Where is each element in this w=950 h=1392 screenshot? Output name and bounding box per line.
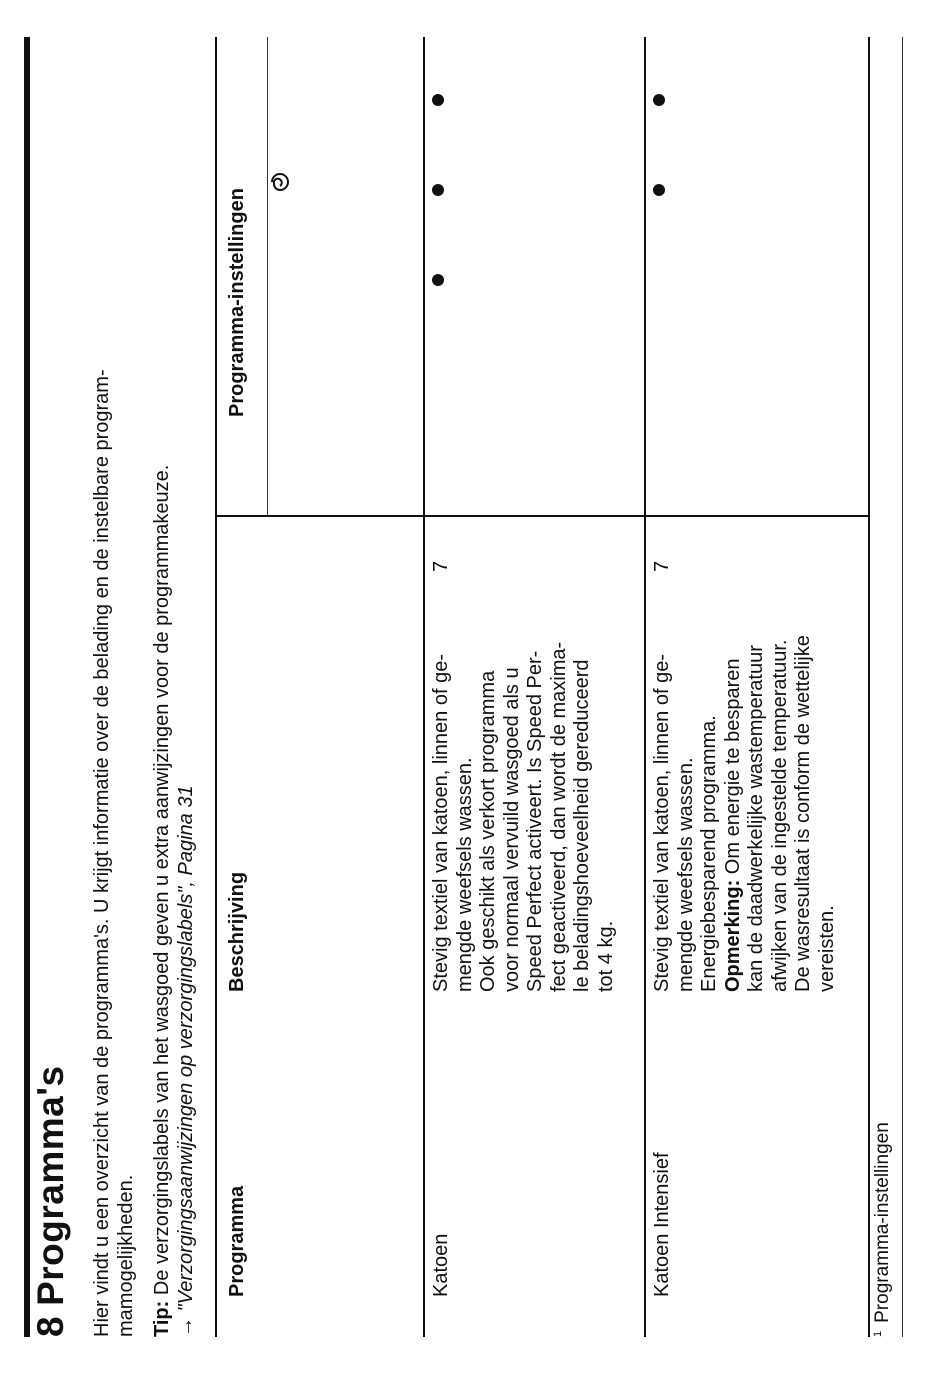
tip-text: De verzorgingslabels van het wasgoed geven u extra aanwijzingen voor de programmakeuze. xyxy=(151,464,173,1301)
row-2-desc-line: Energiebesparend programma. xyxy=(698,715,720,992)
row-2-note-text: Om energie te besparen xyxy=(721,658,744,880)
row-1-setting-dot xyxy=(432,184,444,196)
spin-speed-icon xyxy=(268,170,292,194)
tip-reference-link[interactable]: "Verzorgingsaanwijzingen op verzorgingslabels" xyxy=(175,886,197,1312)
row-2-programma: Katoen Intensief xyxy=(651,1152,673,1297)
row-1-setting-dot xyxy=(432,94,444,106)
row-2-load: 7 xyxy=(651,560,673,572)
row-2-setting-dot xyxy=(653,94,665,106)
tip-label: Tip: xyxy=(151,1300,173,1337)
row-1-description xyxy=(430,642,618,992)
header-programma-instellingen: Programma-instellingen xyxy=(226,188,248,417)
row-1-desc-line: voor normaal vervuild wasgoed als u xyxy=(500,667,523,992)
intro-paragraph xyxy=(90,37,138,1337)
table-bottom-rule xyxy=(868,37,870,1337)
row-1-programma: Katoen xyxy=(430,1233,452,1297)
row-2-setting-dot xyxy=(653,184,665,196)
footnote xyxy=(872,1122,894,1337)
row-2-desc-line: kan de daadwerkelijke wastemperatuur xyxy=(745,645,767,992)
row-2-desc-line: vereisten. xyxy=(815,905,838,992)
tip-page: , Pagina 31 xyxy=(175,785,197,887)
header-beschrijving: Beschrijving xyxy=(226,871,248,992)
row-1-desc-line: le beladingshoeveelheid gereduceerd xyxy=(571,659,593,992)
row-1-desc-line: mengde weefsels wassen. xyxy=(453,757,476,992)
row-rule-1 xyxy=(423,37,425,1337)
header-programma: Programma xyxy=(226,1185,248,1297)
row-2-desc-line: De wasresultaat is conform de wettelijke xyxy=(792,635,814,992)
row-2-desc-line: mengde weefsels wassen. xyxy=(674,757,697,992)
settings-column-divider xyxy=(215,515,868,517)
section-title: Programma's xyxy=(30,1065,71,1306)
section-number: 8 xyxy=(30,1315,71,1337)
intro-line-2: mamogelijkheden. xyxy=(115,1174,137,1337)
arrow-icon: → xyxy=(175,1311,197,1337)
settings-subheader-rule xyxy=(267,37,268,517)
row-1-setting-dot xyxy=(432,274,444,286)
row-1-load: 7 xyxy=(430,560,452,572)
footnote-rule xyxy=(902,37,903,1337)
row-2-desc-line: afwijken van de ingestelde temperatuur. xyxy=(768,639,791,992)
row-rule-2 xyxy=(644,37,646,1337)
row-1-desc-line: Speed Perfect activeert. Is Speed Per- xyxy=(524,650,546,992)
row-1-desc-line: fect geactiveerd, dan wordt de maxima- xyxy=(547,641,570,992)
row-1-desc-line: Ook geschikt als verkort programma xyxy=(477,670,499,992)
row-1-desc-line: Stevig textiel van katoen, linnen of ge- xyxy=(430,654,452,992)
footnote-text: Programma-instellingen xyxy=(872,1122,893,1323)
page-title xyxy=(30,1065,72,1337)
row-2-desc-line: Stevig textiel van katoen, linnen of ge- xyxy=(651,654,673,992)
row-2-description xyxy=(651,635,839,992)
row-2-note-label: Opmerking: xyxy=(721,879,744,992)
footnote-marker: 1 xyxy=(872,1330,884,1337)
tip-paragraph xyxy=(150,37,198,1337)
intro-line-1: Hier vindt u een overzicht van de programma's. U krijgt informatie over de belading en de instelbare program- xyxy=(91,369,113,1337)
table-top-rule xyxy=(215,37,217,1337)
row-1-desc-line: tot 4 kg. xyxy=(594,920,617,992)
